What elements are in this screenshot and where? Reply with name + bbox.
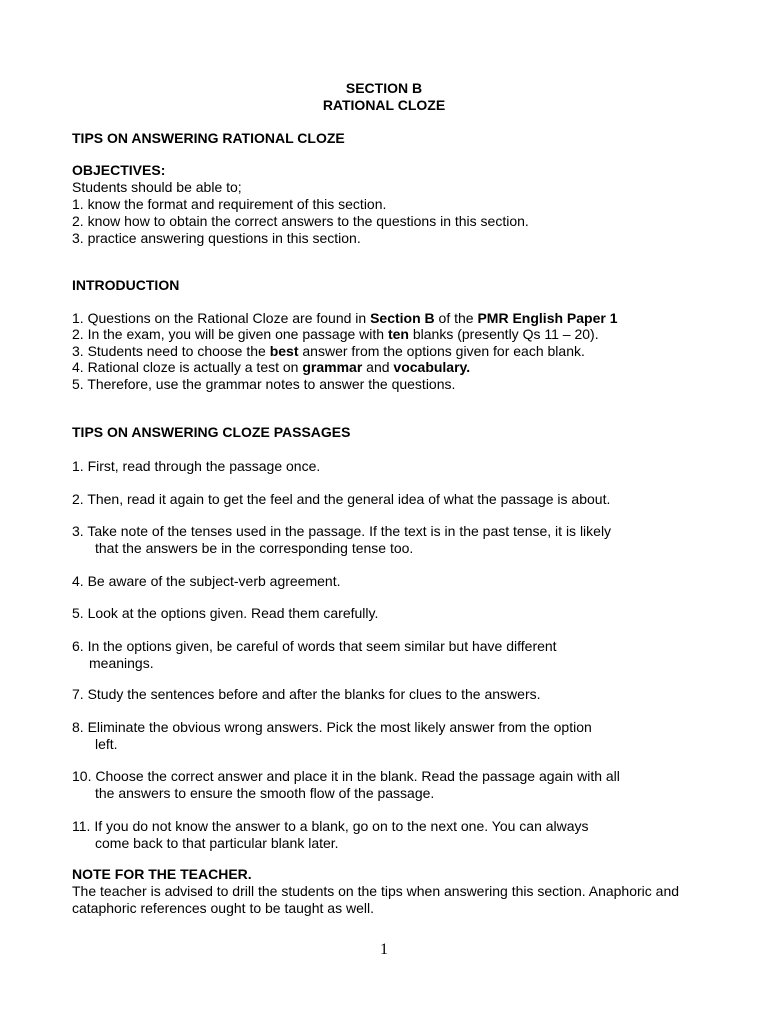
teacher-note-text: cataphoric references ought to be taught as well. — [72, 900, 374, 916]
tip-item-continuation: that the answers be in the corresponding tense too. — [95, 540, 414, 556]
teacher-note-heading: NOTE FOR THE TEACHER. — [72, 866, 252, 882]
tip-item: 2. Then, read it again to get the feel and the general idea of what the passage is about. — [72, 491, 611, 507]
tip-item: 11. If you do not know the answer to a blank, go on to the next one. You can always — [72, 818, 589, 834]
tip-item: 6. In the options given, be careful of words that seem similar but have different — [72, 638, 557, 654]
tip-item-continuation: meanings. — [89, 655, 154, 671]
tip-item: 7. Study the sentences before and after the blanks for clues to the answers. — [72, 686, 541, 702]
tip-item: 1. First, read through the passage once. — [72, 458, 321, 474]
tip-item: 4. Be aware of the subject-verb agreement. — [72, 573, 341, 589]
section-subtitle: RATIONAL CLOZE — [322, 97, 446, 113]
tip-item: 10. Choose the correct answer and place it in the blank. Read the passage again with all — [72, 768, 620, 784]
introduction-heading: INTRODUCTION — [72, 277, 180, 293]
section-title: SECTION B — [345, 80, 423, 96]
cloze-tips-heading: TIPS ON ANSWERING CLOZE PASSAGES — [72, 424, 351, 440]
objective-item: 2. know how to obtain the correct answers to the questions in this section. — [72, 213, 529, 229]
tip-item: 8. Eliminate the obvious wrong answers. Pick the most likely answer from the option — [72, 719, 592, 735]
tips-heading: TIPS ON ANSWERING RATIONAL CLOZE — [72, 130, 345, 146]
intro-item: 2. In the exam, you will be given one passage with ten blanks (presently Qs 11 – 20). — [72, 326, 599, 342]
objectives-heading: OBJECTIVES: — [72, 162, 166, 178]
teacher-note-text: The teacher is advised to drill the students on the tips when answering this section. Anaphoric and — [72, 883, 680, 899]
tip-item-continuation: come back to that particular blank later. — [95, 835, 339, 851]
objective-item: 1. know the format and requirement of this section. — [72, 196, 387, 212]
tip-item: 5. Look at the options given. Read them carefully. — [72, 605, 379, 621]
intro-item: 4. Rational cloze is actually a test on grammar and vocabulary. — [72, 359, 471, 375]
tip-item-continuation: the answers to ensure the smooth flow of the passage. — [95, 785, 435, 801]
intro-item: 1. Questions on the Rational Cloze are found in Section B of the PMR English Paper 1 — [72, 310, 618, 326]
page-number: 1 — [380, 941, 388, 958]
tip-item: 3. Take note of the tenses used in the passage. If the text is in the past tense, it is likely — [72, 523, 612, 539]
intro-item: 3. Students need to choose the best answer from the options given for each blank. — [72, 343, 585, 359]
intro-item: 5. Therefore, use the grammar notes to answer the questions. — [72, 376, 456, 392]
tip-item-continuation: left. — [95, 736, 118, 752]
objectives-lead: Students should be able to; — [72, 179, 242, 195]
objective-item: 3. practice answering questions in this section. — [72, 230, 361, 246]
